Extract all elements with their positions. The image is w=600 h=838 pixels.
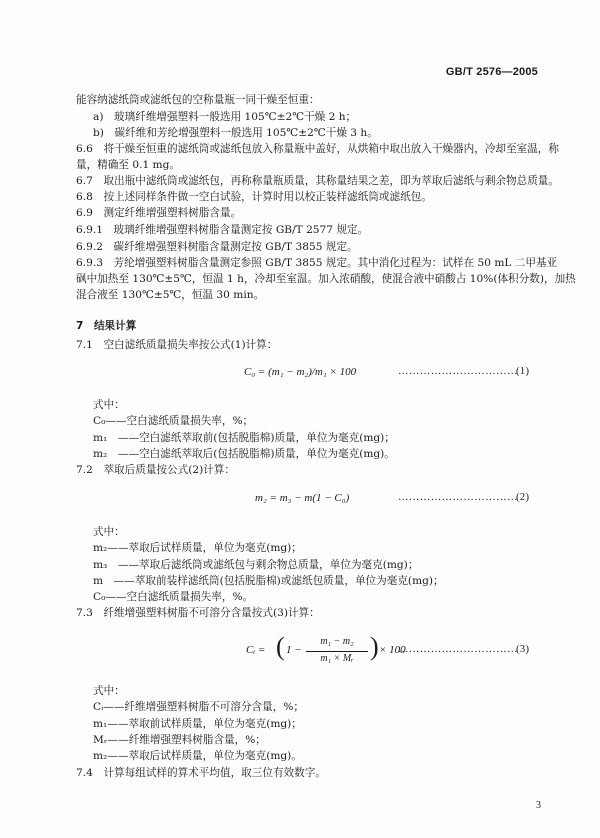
clause-6-9-1: 6.9.1 玻璃纤维增强塑料树脂含量测定按 GB/T 2577 规定。 — [76, 224, 369, 236]
formula-3-lhs: Cᵢ = — [246, 644, 266, 656]
formula-3-times-100: × 100 — [379, 644, 406, 656]
list-item-b: b) 碳纤维和芳纶增强塑料一般选用 105℃±2℃干燥 3 h。 — [93, 127, 378, 139]
clause-7-4: 7.4 计算每组试样的算术平均值，取三位有效数字。 — [76, 767, 326, 779]
formula-1-number: (1) — [516, 366, 530, 377]
clause-6-9: 6.9 测定纤维增强塑料树脂含量。 — [76, 207, 242, 219]
variable-definition: m₁——萃取前试样质量，单位为毫克(mg)； — [93, 718, 302, 730]
standard-code-header: GB/T 2576—2005 — [445, 66, 538, 78]
formula-3-close-paren: ) — [370, 632, 379, 661]
variable-definition: m₂ ——空白滤纸萃取后(包括脱脂棉)质量，单位为毫克(mg)。 — [93, 448, 395, 460]
formula-3-one-minus: 1 − — [286, 644, 302, 656]
text-line: 砜中加热至 130℃±5℃，恒温 1 h，冷却至室温。加入浓硝酸，使混合液中硝酸占 10%(体积分数)，加热 — [76, 273, 576, 285]
where-label: 式中： — [93, 685, 125, 697]
formula-3-fraction-bar — [306, 651, 368, 652]
clause-7-2: 7.2 萃取后质量按公式(2)计算： — [76, 464, 235, 476]
formula-3-numerator: m₁ − m₂ — [320, 636, 354, 647]
variable-definition: m₂——萃取后试样质量，单位为毫克(mg)。 — [93, 750, 302, 762]
text-line: 量，精确至 0.1 mg。 — [76, 159, 180, 171]
page-number: 3 — [536, 800, 541, 811]
formula-3-denominator: m₁ × Mᵣ — [320, 653, 354, 664]
variable-definition: m ——萃取前装样滤纸筒(包括脱脂棉)或滤纸包质量，单位为毫克(mg)； — [93, 575, 444, 587]
variable-definition: m₂——萃取后试样质量，单位为毫克(mg)； — [93, 542, 302, 554]
clause-7-3: 7.3 纤维增强塑料树脂不可溶分含量按式(3)计算： — [76, 607, 320, 619]
clause-6-8: 6.8 按上述同样条件做一空白试验，计算时用以校正装样滤纸筒或滤纸包。 — [76, 191, 432, 203]
variable-definition: Mᵣ——纤维增强塑料树脂含量，%； — [93, 734, 266, 746]
formula-3-leader: …………………………… — [398, 644, 518, 655]
formula-2-leader: …………………………… — [398, 492, 518, 503]
formula-1-leader: …………………………… — [398, 366, 518, 377]
variable-definition: m₁ ——空白滤纸萃取前(包括脱脂棉)质量，单位为毫克(mg)； — [93, 432, 395, 444]
clause-6-9-3: 6.9.3 芳纶增强塑料树脂含量测定参照 GB/T 3855 规定。其中消化过程为：试样在 50 mL 二甲基亚 — [76, 257, 558, 269]
formula-3-open-paren: ( — [276, 632, 285, 661]
clause-6-7: 6.7 取出瓶中滤纸筒或滤纸包，再称称量瓶质量，其称量结果之差，即为萃取后滤纸与剩余物总质量。 — [76, 175, 559, 187]
formula-3-number: (3) — [516, 644, 530, 655]
variable-definition: C₀——空白滤纸质量损失率，%； — [93, 415, 254, 427]
formula-1: C₀ = (m₁ − m₂)/m₁ × 100 — [244, 366, 357, 378]
text-line: 能容纳滤纸筒或滤纸包的空称量瓶一同干燥至恒重： — [76, 94, 320, 106]
clause-6-6: 6.6 将干燥至恒重的滤纸筒或滤纸包放入称量瓶中盖好，从烘箱中取出放入干燥器内，冷却至室温，称 — [76, 143, 559, 155]
formula-2-number: (2) — [516, 492, 530, 503]
formula-3 — [246, 632, 406, 678]
text-line: 混合液至 130℃±5℃，恒温 30 min。 — [76, 289, 265, 301]
list-item-a: a) 玻璃纤维增强塑料一般选用 105℃±2℃干燥 2 h； — [93, 111, 357, 123]
variable-definition: Cᵢ——纤维增强塑料树脂不可溶分含量，%； — [93, 701, 304, 713]
variable-definition: C₀——空白滤纸质量损失率，%。 — [93, 591, 254, 603]
clause-7-1: 7.1 空白滤纸质量损失率按公式(1)计算： — [76, 339, 278, 351]
clause-6-9-2: 6.9.2 碳纤维增强塑料树脂含量测定按 GB/T 3855 规定。 — [76, 241, 358, 253]
formula-2: m₂ = m₃ − m(1 − C₀) — [255, 492, 350, 504]
section-7-heading: 7 结果计算 — [76, 320, 137, 332]
where-label: 式中： — [93, 526, 125, 538]
where-label: 式中： — [93, 399, 125, 411]
variable-definition: m₃ ——萃取后滤纸筒或滤纸包与剩余物总质量，单位为毫克(mg)； — [93, 559, 419, 571]
